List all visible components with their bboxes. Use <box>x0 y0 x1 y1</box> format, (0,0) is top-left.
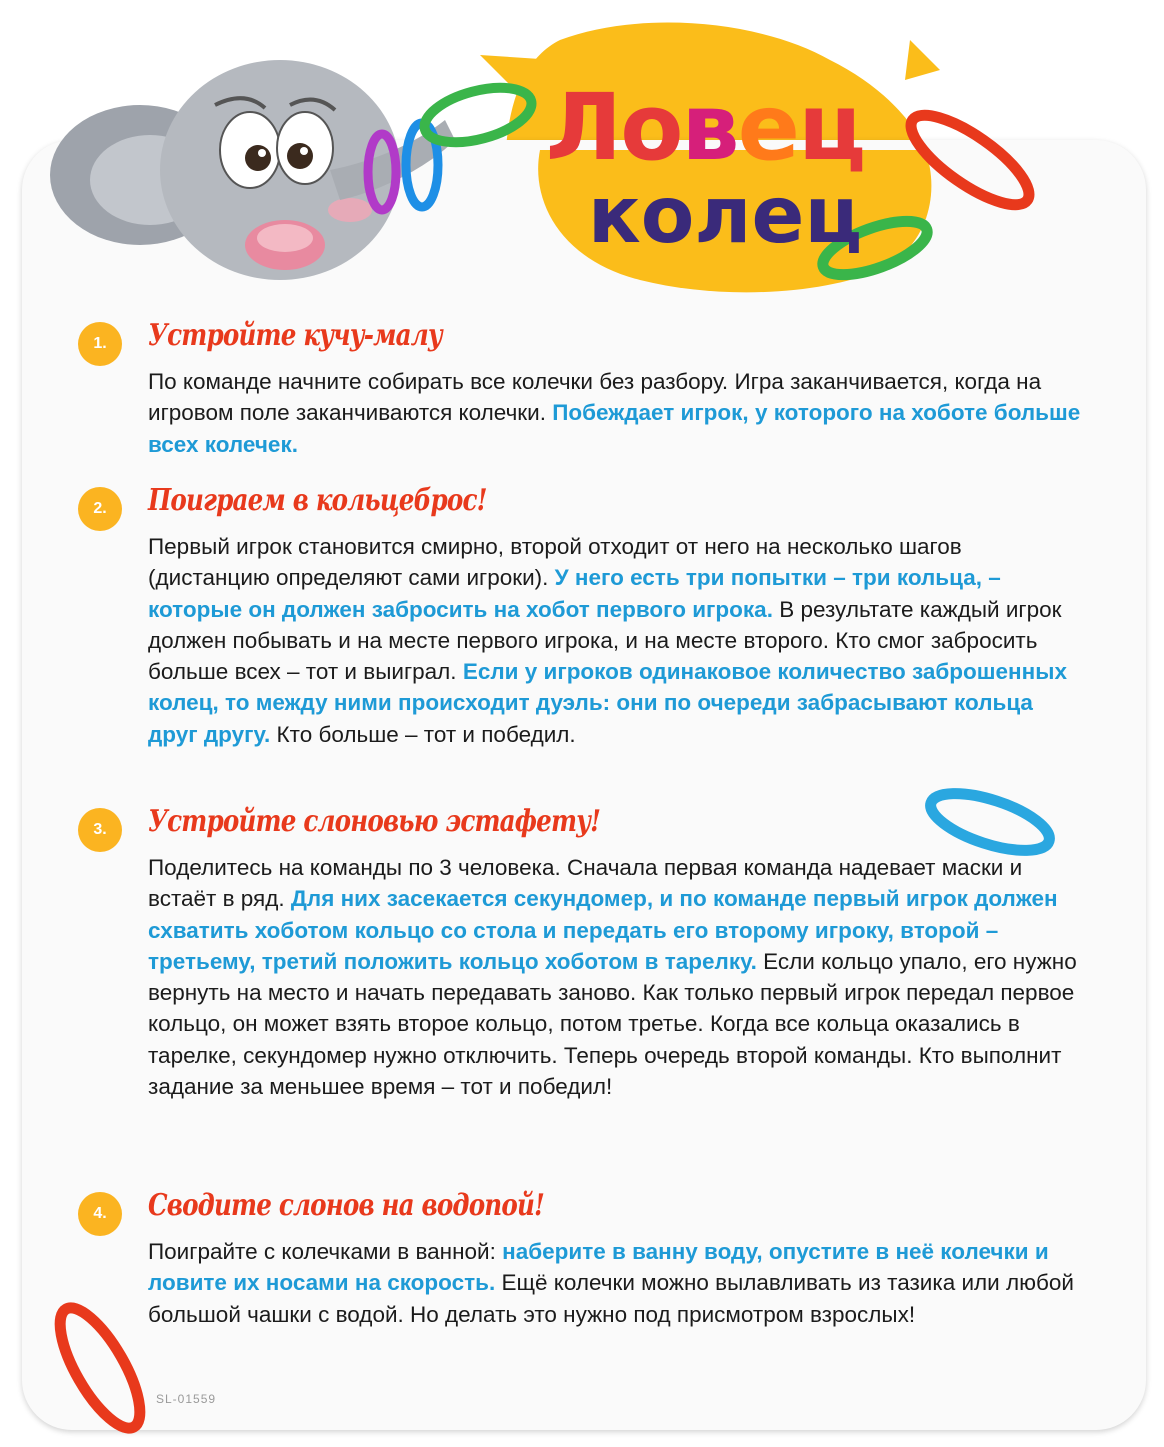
section-heading: Сводите слонов на водопой! <box>148 1188 545 1223</box>
section-heading: Устройте кучу-малу <box>148 318 442 353</box>
section-heading: Устройте слоновью эстафету! <box>148 804 601 839</box>
section-number-badge: 4. <box>78 1192 122 1236</box>
section-heading: Поиграем в кольцеброс! <box>148 483 487 518</box>
section-number-badge: 3. <box>78 808 122 852</box>
section-number-badge: 1. <box>78 322 122 366</box>
section-body: Поиграйте с колечками в ванной: наберите в ванну воду, опустите в неё колечки и ловите их носами на скорость. Ещё колечки можно вылавливать из тазика или любой большой чашки с водой. Но делать это нужно под присмотром взрослых! <box>148 1239 1074 1327</box>
game-title <box>540 74 870 261</box>
section-body: Первый игрок становится смирно, второй отходит от него на несколько шагов (дистанцию определяют сами игроки). У него есть три попытки – три кольца, – которые он должен забросить на хобот первого игрока. В результате каждый игрок должен побывать и на месте первого игрока, и на месте второго. Кто смог забросить больше всех – тот и выиграл. Если у игроков одинаковое количество заброшенных колец, то между ними происходит дуэль: они по очереди забрасывают кольца друг другу. Кто больше – тот и победил. <box>148 534 1067 747</box>
title-line-2: колец <box>587 171 863 261</box>
title-line-1: Ловец <box>545 74 865 181</box>
section-number-badge: 2. <box>78 487 122 531</box>
product-code: SL-01559 <box>156 1392 217 1406</box>
section-body: По команде начните собирать все колечки без разбору. Игра заканчивается, когда на игровом поле заканчиваются колечки. Побеждает игрок, у которого на хоботе больше всех колечек. <box>148 369 1081 457</box>
section-body: Поделитесь на команды по 3 человека. Сначала первая команда надевает маски и встаёт в ряд. Для них засекается секундомер, и по команде первый игрок должен схватить хоботом кольцо со стола и передать его второму игроку, второй – третьему, третий положить кольцо хоботом в тарелку. Если кольцо упало, его нужно вернуть на место и начать передавать заново. Как только первый игрок передал первое кольцо, он может взять второе кольцо, потом третье. Когда все кольца оказались в тарелке, секундомер нужно отключить. Теперь очередь второй команды. Кто выполнит задание за меньшее время – тот и победил! <box>148 855 1077 1100</box>
